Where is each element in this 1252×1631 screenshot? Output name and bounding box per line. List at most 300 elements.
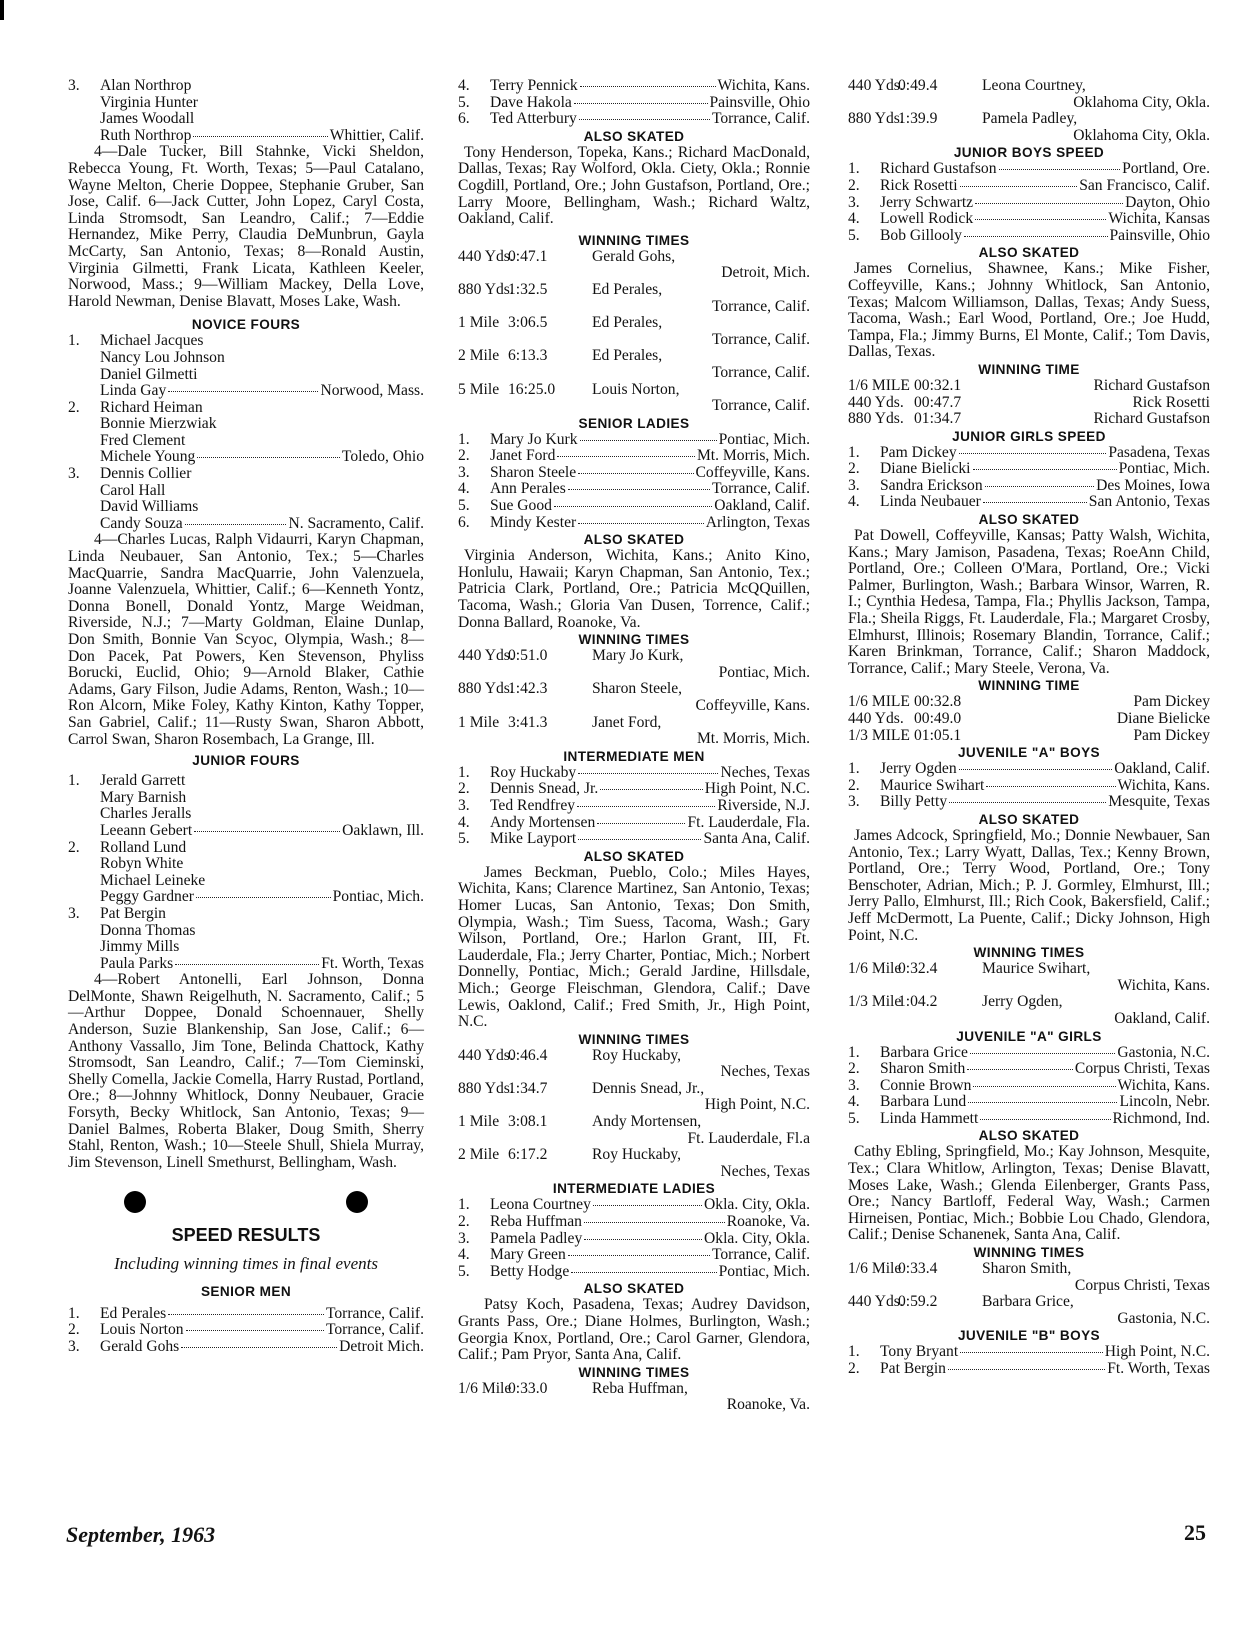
time: 1:39.9 — [898, 110, 938, 128]
skater-name: Tony Bryant — [880, 1343, 959, 1361]
skater-name: Mike Layport — [490, 830, 577, 848]
skater-name: Donna Thomas — [100, 921, 196, 939]
result-row — [458, 765, 810, 782]
result-row — [848, 1344, 1210, 1361]
distance: 1/3 Mile — [848, 993, 902, 1011]
skater-name: Fred Clement — [100, 431, 186, 449]
skater-name: Reba Huffman — [490, 1213, 582, 1231]
hometown: Wichita, Kans. — [717, 77, 810, 94]
skater-name: Alan Northrop — [100, 77, 192, 94]
leader-dots — [578, 773, 718, 774]
section-heading-also-skated: ALSO SKATED — [978, 811, 1080, 827]
leader-dots — [975, 203, 1123, 204]
winner: Maurice Swihart, — [982, 960, 1091, 978]
bullet-icon — [124, 1191, 146, 1213]
winning-time-row — [458, 1081, 810, 1098]
result-row — [848, 494, 1210, 511]
time: 00:32.8 — [914, 693, 962, 711]
leader-dots — [175, 964, 319, 965]
result-row — [458, 1247, 810, 1264]
skater-name: Richard Heiman — [100, 398, 203, 416]
scan-edge-mark — [0, 0, 4, 20]
hometown: High Point, N.C. — [704, 780, 810, 798]
team-row — [68, 350, 424, 367]
result-row — [848, 761, 1210, 778]
place-number: 3. — [458, 796, 470, 814]
hometown: Roanoke, Va. — [726, 1213, 810, 1231]
winner-hometown: Torrance, Calif. — [711, 363, 810, 381]
section-heading-intermediate-ladies: INTERMEDIATE LADIES — [552, 1181, 716, 1197]
hometown: Arlington, Texas — [705, 513, 810, 531]
section-heading-winning-times: WINNING TIMES — [578, 1031, 690, 1047]
winning-times-list — [458, 648, 810, 748]
result-row — [458, 111, 810, 128]
skater-name: Mary Barnish — [100, 788, 187, 806]
result-row — [848, 1045, 1210, 1062]
section-heading-also-skated: ALSO SKATED — [978, 512, 1080, 528]
hometown: Pontiac, Mich. — [718, 430, 810, 448]
place-number: 4. — [458, 480, 470, 498]
time: 0:51.0 — [508, 647, 548, 665]
skater-name: Ed Perales — [100, 1304, 167, 1322]
winning-time-row — [848, 961, 1210, 978]
place-number: 3. — [458, 1229, 470, 1247]
result-row — [68, 1322, 424, 1339]
result-row — [848, 778, 1210, 795]
result-row — [458, 1197, 810, 1214]
skater-name: Sandra Erickson — [880, 476, 983, 494]
place-number: 5. — [848, 226, 860, 244]
skater-name: Virginia Hunter — [100, 93, 198, 111]
winner: Ed Perales, — [592, 280, 663, 298]
leader-dots — [985, 486, 1094, 487]
section-heading-junior-fours: JUNIOR FOURS — [192, 753, 300, 769]
leader-dots — [948, 1369, 1105, 1370]
team-row — [68, 516, 424, 533]
skater-name: Dennis Collier — [100, 465, 192, 483]
winner: Ed Perales, — [592, 314, 663, 332]
winning-time-row — [458, 1048, 810, 1065]
distance: 1 Mile — [458, 713, 500, 731]
section-heading-senior-ladies: SENIOR LADIES — [578, 415, 690, 431]
winning-times-list-continued — [848, 78, 1210, 144]
winner: Sharon Smith, — [982, 1260, 1072, 1278]
hometown: Painsville, Ohio — [1109, 226, 1210, 244]
place-number: 2. — [68, 1321, 80, 1339]
winning-time-row — [458, 648, 810, 665]
winning-times-list — [458, 1381, 810, 1414]
skater-name: Nancy Lou Johnson — [100, 348, 225, 366]
place-number: 1. — [848, 760, 860, 778]
juvenile-b-boys-list — [848, 1344, 1210, 1377]
skater-name: Bonnie Mierzwiak — [100, 415, 217, 433]
time: 3:06.5 — [508, 314, 548, 332]
also-skated-paragraph: James Beckman, Pueblo, Colo.; Miles Hayes, Wichita, Kans; Clarence Martinez, San Antonio, Texas; Homer Lucas, San Antonio, Texas; Don Smith, Olympia, Wash.; Tim Suess, Tacoma, Wash.; Gary Wilson, Portland, Ore.; Harlon Grant, III, Ft. Lauderdale, Fla.; Jerry Charter, Pontiac, Mich.; Norbert Donnelly, Pontiac, Mich.; Gerald Jardine, Hillsdale, Mich.; George Fleischman, Glendora, Calif.; Dave Lewis, Oaklond, Calif.; Fred Smith, Jr., High Point, N.C. — [458, 863, 810, 1031]
leader-dots — [980, 1119, 1110, 1120]
result-row — [848, 794, 1210, 811]
team-row — [68, 416, 424, 433]
leader-dots — [568, 1255, 710, 1256]
place-number: 3. — [68, 1337, 80, 1355]
hometown: San Francisco, Calif. — [1079, 176, 1210, 194]
winner: Richard Gustafson — [1093, 376, 1210, 394]
skater-name: Lowell Rodick — [880, 210, 974, 228]
result-row — [458, 95, 810, 112]
skater-name: Rick Rosetti — [880, 176, 958, 194]
hometown: Pontiac, Mich. — [1118, 460, 1210, 478]
leader-dots — [578, 523, 704, 524]
winner: Reba Huffman, — [592, 1379, 688, 1397]
section-heading-winning-times: WINNING TIMES — [973, 945, 1085, 961]
leader-dots — [574, 103, 708, 104]
winning-time-row — [458, 348, 810, 365]
time: 0:46.4 — [508, 1046, 548, 1064]
winning-times-list — [458, 249, 810, 415]
place-number: 6. — [458, 110, 470, 128]
team-row — [68, 806, 424, 823]
section-heading-juvenile-a-boys: JUVENILE "A" BOYS — [957, 745, 1101, 761]
leader-dots — [959, 453, 1107, 454]
winning-time-row — [848, 711, 1210, 728]
distance: 880 Yds. — [458, 680, 514, 698]
skater-name: Ted Atterbury — [490, 110, 577, 128]
hometown: Painsville, Ohio — [709, 93, 810, 111]
winner: Roy Huckaby, — [592, 1146, 682, 1164]
leader-dots — [975, 219, 1106, 220]
intermediate-ladies-list — [458, 1197, 810, 1280]
skater-name: Pam Dickey — [880, 443, 957, 461]
place-number: 1. — [848, 1043, 860, 1061]
section-heading-also-skated: ALSO SKATED — [583, 1281, 685, 1297]
winner-hometown: Wichita, Kans. — [1117, 976, 1210, 994]
result-row — [848, 1061, 1210, 1078]
team-row — [68, 433, 424, 450]
place-number: 1. — [848, 443, 860, 461]
skater-name: Billy Petty — [880, 793, 948, 811]
leader-dots — [186, 1330, 324, 1331]
hometown: Mt. Morris, Mich. — [696, 447, 810, 465]
distance: 880 Yds. — [848, 410, 904, 428]
leader-dots — [600, 789, 702, 790]
hometown: Pasadena, Texas — [1108, 443, 1210, 461]
skater-name: Carol Hall — [100, 481, 166, 499]
distance: 2 Mile — [458, 1146, 500, 1164]
hometown: Okla. City, Okla. — [704, 1196, 810, 1214]
result-row — [848, 1078, 1210, 1095]
result-row — [458, 515, 810, 532]
skater-name: Rolland Lund — [100, 838, 187, 856]
hometown: Wichita, Kansas — [1108, 210, 1210, 228]
leader-dots — [960, 186, 1078, 187]
place-number: 3. — [848, 193, 860, 211]
winning-time-row — [458, 382, 810, 399]
result-row — [458, 1264, 810, 1281]
winning-time-row — [848, 1261, 1210, 1278]
place-number: 2. — [68, 398, 80, 416]
hometown: Ft. Lauderdale, Fla. — [687, 813, 810, 831]
leader-dots — [185, 524, 287, 525]
leader-dots — [983, 502, 1087, 503]
winning-time-row — [458, 315, 810, 332]
time: 0:49.4 — [898, 77, 938, 94]
winning-time-row — [848, 78, 1210, 95]
leader-dots — [999, 169, 1121, 170]
hometown: Toledo, Ohio — [341, 448, 424, 466]
leader-dots — [970, 1053, 1115, 1054]
leader-dots — [580, 440, 717, 441]
place-number: 2. — [848, 460, 860, 478]
time: 6:13.3 — [508, 347, 548, 365]
winning-time-row — [848, 111, 1210, 128]
winner: Leona Courtney, — [982, 77, 1086, 94]
skater-name: Roy Huckaby — [490, 763, 577, 781]
place-number: 1. — [68, 772, 80, 790]
hometown: Whittier, Calif. — [329, 126, 424, 144]
skater-name: Daniel Gilmetti — [100, 365, 198, 383]
leader-dots — [168, 1314, 324, 1315]
team-entry — [68, 466, 424, 532]
skater-name: Michael Leineke — [100, 871, 206, 889]
place-number: 2. — [458, 780, 470, 798]
skater-name: Bob Gillooly — [880, 226, 962, 244]
team-row — [68, 499, 424, 516]
winner-hometown: Torrance, Calif. — [711, 297, 810, 315]
skater-name: Sue Good — [490, 497, 552, 515]
winner: Louis Norton, — [592, 380, 680, 398]
result-row — [458, 78, 810, 95]
leader-dots — [584, 1239, 702, 1240]
leader-dots — [973, 469, 1117, 470]
result-row — [848, 1361, 1210, 1378]
leader-dots — [968, 1102, 1117, 1103]
result-row — [68, 1339, 424, 1356]
bullet-icon — [346, 1191, 368, 1213]
leader-dots — [577, 806, 715, 807]
leader-dots — [960, 1352, 1103, 1353]
intermediate-men-list — [458, 765, 810, 848]
skater-name: Andy Mortensen — [490, 813, 596, 831]
senior-men-list-continued — [458, 78, 810, 128]
hometown: Lincoln, Nebr. — [1119, 1093, 1210, 1111]
place-number: 1. — [68, 1304, 80, 1322]
also-skated-paragraph: Patsy Koch, Pasadena, Texas; Audrey Davidson, Grants Pass, Ore.; Diane Holmes, Burlington, Wash.; Georgia Knox, Portland, Ore.; Carol Garner, Glendora, Calif.; Pam Pryor, Santa Ana, Calif. — [458, 1296, 810, 1364]
result-row — [458, 1231, 810, 1248]
team-row — [68, 333, 424, 350]
time: 0:33.4 — [898, 1260, 938, 1278]
team-entry — [68, 906, 424, 972]
junior-fours-list — [68, 773, 424, 972]
section-heading-also-skated: ALSO SKATED — [583, 848, 685, 864]
team-row — [68, 923, 424, 940]
leader-dots — [986, 786, 1115, 787]
hometown: Torrance, Calif. — [325, 1304, 424, 1322]
time: 0:47.1 — [508, 247, 548, 265]
time: 01:05.1 — [914, 726, 962, 744]
distance: 1/6 MILE — [848, 693, 910, 711]
hometown: Oaklawn, Ill. — [342, 821, 424, 839]
place-number: 3. — [68, 465, 80, 483]
hometown: Richmond, Ind. — [1112, 1109, 1210, 1127]
team-row — [68, 773, 424, 790]
skater-name: Sharon Smith — [880, 1060, 966, 1078]
section-heading-novice-fours: NOVICE FOURS — [191, 317, 301, 333]
skater-name: David Williams — [100, 498, 199, 516]
winner: Andy Mortensen, — [592, 1113, 702, 1131]
winning-time-row — [848, 994, 1210, 1011]
team-row — [68, 400, 424, 417]
hometown: Riverside, N.J. — [717, 796, 810, 814]
speed-results-title: SPEED RESULTS — [171, 1225, 321, 1246]
skater-name: Linda Gay — [100, 382, 167, 400]
leader-dots — [967, 1069, 1073, 1070]
skater-name: Pamela Padley — [490, 1229, 583, 1247]
distance: 440 Yds. — [848, 393, 904, 411]
time: 0:59.2 — [898, 1293, 938, 1311]
skater-name: Michael Jacques — [100, 332, 204, 350]
section-heading-senior-men: SENIOR MEN — [200, 1283, 292, 1299]
place-number: 3. — [848, 476, 860, 494]
place-number: 3. — [68, 77, 80, 94]
section-heading-intermediate-men: INTERMEDIATE MEN — [563, 748, 705, 764]
leader-dots — [194, 831, 340, 832]
place-number: 4. — [848, 1093, 860, 1111]
team-row — [68, 449, 424, 466]
leader-dots — [949, 802, 1106, 803]
skater-name: Mary Jo Kurk — [490, 430, 578, 448]
winning-time-row — [848, 694, 1210, 711]
place-number: 4. — [458, 77, 470, 94]
team-entry — [68, 840, 424, 906]
place-number: 1. — [458, 1196, 470, 1214]
leader-dots — [973, 1086, 1115, 1087]
distance: 1/3 MILE — [848, 726, 910, 744]
leader-dots — [584, 1222, 725, 1223]
leader-dots — [579, 119, 710, 120]
novice-fours-third-team — [68, 78, 424, 144]
leader-dots — [197, 457, 340, 458]
leader-dots — [554, 506, 712, 507]
winner: Jerry Ogden, — [982, 993, 1063, 1011]
section-heading-junior-boys-speed: JUNIOR BOYS SPEED — [953, 145, 1105, 161]
place-number: 1. — [68, 332, 80, 350]
result-row — [458, 465, 810, 482]
page-number: 25 — [1184, 1520, 1206, 1545]
winning-times-list — [848, 961, 1210, 1027]
hometown: Portland, Ore. — [1122, 160, 1210, 178]
section-heading-also-skated: ALSO SKATED — [978, 1128, 1080, 1144]
section-heading-winning-time: WINNING TIME — [978, 361, 1080, 377]
team-row — [68, 939, 424, 956]
senior-ladies-list — [458, 432, 810, 532]
hometown: High Point, N.C. — [1104, 1343, 1210, 1361]
also-skated-paragraph: James Cornelius, Shawnee, Kans.; Mike Fisher, Coffeyville, Kans.; Johnny Whitlock, San Antonio, Texas; Malcom Williamson, Dallas, Texas; Andy Suess, Tacoma, Wash.; Earl Wood, Portland, Ore.; Joe Hudd, Tampa, Fla.; Jimmy Burns, El Monte, Calif.; Tom Davis, Dallas, Texas. — [848, 260, 1210, 361]
result-row — [458, 831, 810, 848]
time: 01:34.7 — [914, 410, 962, 428]
skater-name: Ann Perales — [490, 480, 566, 498]
hometown: Pontiac, Mich. — [332, 888, 424, 906]
winner: Ed Perales, — [592, 347, 663, 365]
place-number: 4. — [458, 813, 470, 831]
winning-time-row — [458, 1381, 810, 1398]
column-1 — [68, 78, 424, 1355]
winner-hometown: Oklahoma City, Okla. — [1073, 126, 1210, 144]
leader-dots — [571, 1272, 716, 1273]
place-number: 3. — [68, 904, 80, 922]
hometown: Mesquite, Texas — [1108, 793, 1210, 811]
skater-name: Mary Green — [490, 1246, 566, 1264]
team-row — [68, 367, 424, 384]
skater-name: Linda Neubauer — [880, 493, 981, 511]
place-number: 5. — [458, 1262, 470, 1280]
team-row — [68, 956, 424, 973]
leader-dots — [181, 1347, 337, 1348]
novice-fours-others-paragraph-2: 4—Charles Lucas, Ralph Vidaurri, Karyn Chapman, Linda Neubauer, San Antonio, Tex.; 5—Charles MacQuarrie, Sandra MacQuarrie, John Valenzuela, Joanne Valenzuela, Whittier, Calif.; 6—Kenneth Yontz, Donna Bonell, Donald Yontz, Marge Weidman, Riverside, N.J.; 7—Marty Goldman, Elaine Dunlap, Don Smith, Bonnie Van Scyoc, Olympia, Wash.; 8—Don Pacek, Pat Powers, Ken Stevenson, Phyliss Borucki, Euclid, Ohio; 9—Arnold Blaker, Cathie Adams, Gary Filson, Judie Adams, Renton, Wash.; 10—Ron Alcorn, Mike Foley, Kathy Kinton, Kathy Topper, San Gabriel, Calif.; 11—Rusty Swan, Sharon Abbott, Carrol Swan, Sharon Rosembach, La Grange, Ill. — [68, 531, 424, 748]
leader-dots — [597, 823, 685, 824]
winner-hometown: Corpus Christi, Texas — [1074, 1276, 1210, 1294]
section-heading-also-skated: ALSO SKATED — [583, 532, 685, 548]
section-heading-winning-times: WINNING TIMES — [973, 1245, 1085, 1261]
winner: Mary Jo Kurk, — [592, 647, 684, 665]
time: 0:33.0 — [508, 1379, 548, 1397]
distance: 880 Yds. — [848, 110, 904, 128]
result-row — [848, 178, 1210, 195]
hometown: San Antonio, Texas — [1088, 493, 1210, 511]
distance: 1/6 Mile — [458, 1379, 512, 1397]
novice-fours-list — [68, 333, 424, 532]
hometown: Detroit Mich. — [339, 1337, 424, 1355]
winner: Barbara Grice, — [982, 1293, 1074, 1311]
result-row — [458, 448, 810, 465]
result-row — [848, 1094, 1210, 1111]
result-row — [848, 461, 1210, 478]
skater-name: Charles Jeralls — [100, 805, 192, 823]
skater-name: Pat Bergin — [880, 1360, 946, 1377]
place-number: 2. — [848, 176, 860, 194]
time: 3:41.3 — [508, 713, 548, 731]
novice-fours-others-paragraph: 4—Dale Tucker, Bill Stahnke, Vicki Sheldon, Rebecca Young, Ft. Worth, Texas; 5—Paul Catalano, Wayne Melton, Cherie Doppee, Stephanie Gruber, San Jose, Calif. 6—Jack Cutter, John Lopez, Caryl Costa, Linda Stromsodt, San Leandro, Calif.; 7—Eddie Hernandez, Mike Perry, Claudia DeMunbrun, Gayla McCarty, San Antonio, Texas; 8—Ronald Austin, Virginia Gilmetti, Frank Licata, Kathleen Keeler, Norwood, Mass.; 9—William Mackey, Della Love, Harold Newman, Denise Blavatt, Moses Lake, Wash. — [68, 143, 424, 310]
place-number: 2. — [458, 1213, 470, 1231]
skater-name: Ruth Northrop — [100, 126, 192, 144]
result-row — [848, 478, 1210, 495]
section-heading-also-skated: ALSO SKATED — [583, 128, 685, 144]
winner: Pam Dickey — [1133, 693, 1210, 711]
section-heading-winning-times: WINNING TIMES — [578, 232, 690, 248]
place-number: 4. — [848, 493, 860, 511]
juvenile-a-girls-list — [848, 1045, 1210, 1128]
leader-dots — [168, 391, 318, 392]
winner-hometown: Coffeyville, Kans. — [695, 697, 810, 714]
result-row — [848, 445, 1210, 462]
winner: Dennis Snead, Jr., — [592, 1079, 705, 1097]
leader-dots — [578, 839, 701, 840]
winning-time-row — [458, 681, 810, 698]
result-row — [458, 481, 810, 498]
leader-dots — [196, 897, 331, 898]
skater-name: Sharon Steele — [490, 463, 577, 481]
time: 16:25.0 — [508, 380, 556, 398]
team-row — [68, 466, 424, 483]
place-number: 1. — [848, 1343, 860, 1361]
section-heading-juvenile-a-girls: JUVENILE "A" GIRLS — [956, 1028, 1102, 1044]
senior-men-list — [68, 1306, 424, 1356]
result-row — [848, 161, 1210, 178]
distance: 440 Yds. — [848, 77, 904, 94]
place-number: 1. — [458, 763, 470, 781]
skater-name: Jerry Schwartz — [880, 193, 974, 211]
skater-name: Janet Ford — [490, 447, 556, 465]
section-heading-juvenile-b-boys: JUVENILE "B" BOYS — [957, 1328, 1101, 1344]
place-number: 5. — [458, 497, 470, 515]
